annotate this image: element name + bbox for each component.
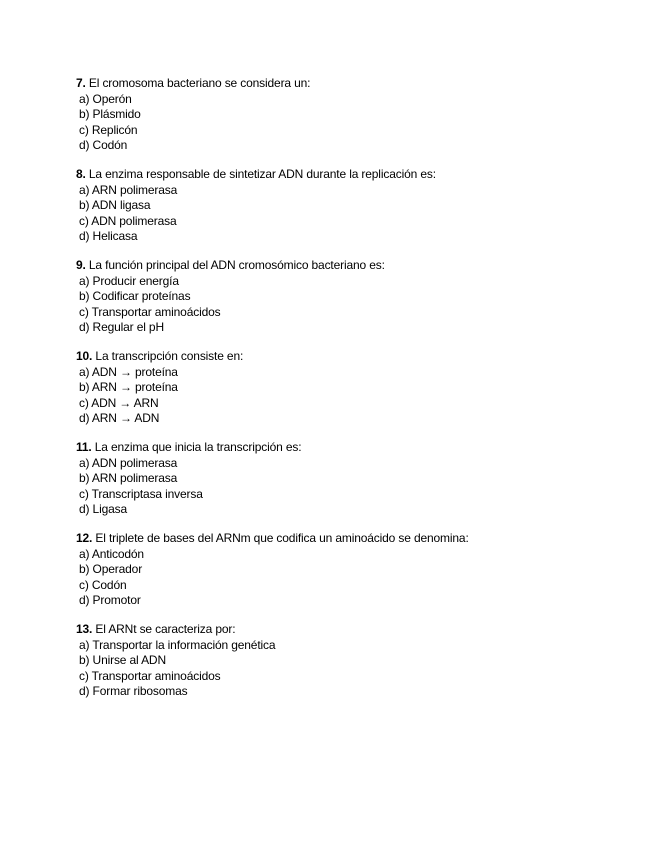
answer-option: b) Codificar proteínas	[79, 289, 191, 303]
answer-option: a) ADN → proteína	[79, 364, 178, 379]
answer-option: c) Transportar aminoácidos	[79, 304, 221, 319]
answer-option: b) Unirse al ADN	[79, 653, 166, 667]
question-number: 8.	[76, 167, 86, 181]
question-number: 7.	[76, 76, 86, 90]
answer-option: d) Regular el pH	[79, 320, 164, 334]
answer-options	[76, 547, 636, 609]
answer-option: a) Transportar la información genética	[79, 637, 276, 652]
question-8	[76, 167, 636, 245]
question-13	[76, 622, 636, 700]
question-list	[76, 76, 636, 713]
answer-option: d) Formar ribosomas	[79, 684, 188, 698]
answer-options	[76, 638, 636, 700]
question-7	[76, 76, 636, 154]
question-number: 12.	[76, 531, 93, 545]
answer-option: c) ADN → ARN	[79, 395, 159, 410]
question-text: La función principal del ADN cromosómico bacteriano es:	[88, 258, 385, 272]
answer-options	[76, 456, 636, 518]
question-text: La transcripción consiste en:	[95, 349, 244, 363]
answer-options	[76, 365, 636, 427]
question-prompt	[76, 167, 636, 183]
question-11	[76, 440, 636, 518]
answer-options	[76, 274, 636, 336]
question-prompt	[76, 76, 636, 92]
answer-option: a) ADN polimerasa	[79, 455, 178, 470]
answer-option: d) Helicasa	[79, 229, 138, 243]
answer-option: b) Plásmido	[79, 107, 141, 121]
question-text: El cromosoma bacteriano se considera un:	[88, 76, 311, 90]
answer-option: c) Transportar aminoácidos	[79, 668, 221, 683]
answer-option: c) Replicón	[79, 122, 138, 137]
question-text: La enzima responsable de sintetizar ADN durante la replicación es:	[88, 167, 436, 181]
question-number: 9.	[76, 258, 86, 272]
answer-option: d) Promotor	[79, 593, 141, 607]
answer-option: c) Codón	[79, 577, 127, 592]
question-prompt	[76, 349, 636, 365]
answer-option: a) Operón	[79, 91, 132, 106]
answer-option: c) ADN polimerasa	[79, 213, 177, 228]
question-prompt	[76, 440, 636, 456]
answer-option: b) ADN ligasa	[79, 198, 151, 212]
answer-option: b) Operador	[79, 562, 143, 576]
question-text: El ARNt se caracteriza por:	[95, 622, 236, 636]
answer-option: b) ARN polimerasa	[79, 471, 178, 485]
answer-option: a) Producir energía	[79, 273, 179, 288]
question-number: 11.	[76, 440, 92, 454]
question-12	[76, 531, 636, 609]
answer-option: d) Ligasa	[79, 502, 128, 516]
question-prompt	[76, 622, 636, 638]
answer-options	[76, 92, 636, 154]
answer-option: a) Anticodón	[79, 546, 144, 561]
answer-options	[76, 183, 636, 245]
question-number: 13.	[76, 622, 93, 636]
question-number: 10.	[76, 349, 93, 363]
question-prompt	[76, 258, 636, 274]
question-10	[76, 349, 636, 427]
answer-option: d) Codón	[79, 138, 128, 152]
question-text: El triplete de bases del ARNm que codifica un aminoácido se denomina:	[95, 531, 469, 545]
answer-option: d) ARN → ADN	[79, 411, 160, 425]
question-text: La enzima que inicia la transcripción es:	[94, 440, 302, 454]
question-prompt	[76, 531, 636, 547]
answer-option: a) ARN polimerasa	[79, 182, 178, 197]
answer-option: c) Transcriptasa inversa	[79, 486, 203, 501]
question-9	[76, 258, 636, 336]
answer-option: b) ARN → proteína	[79, 380, 178, 394]
